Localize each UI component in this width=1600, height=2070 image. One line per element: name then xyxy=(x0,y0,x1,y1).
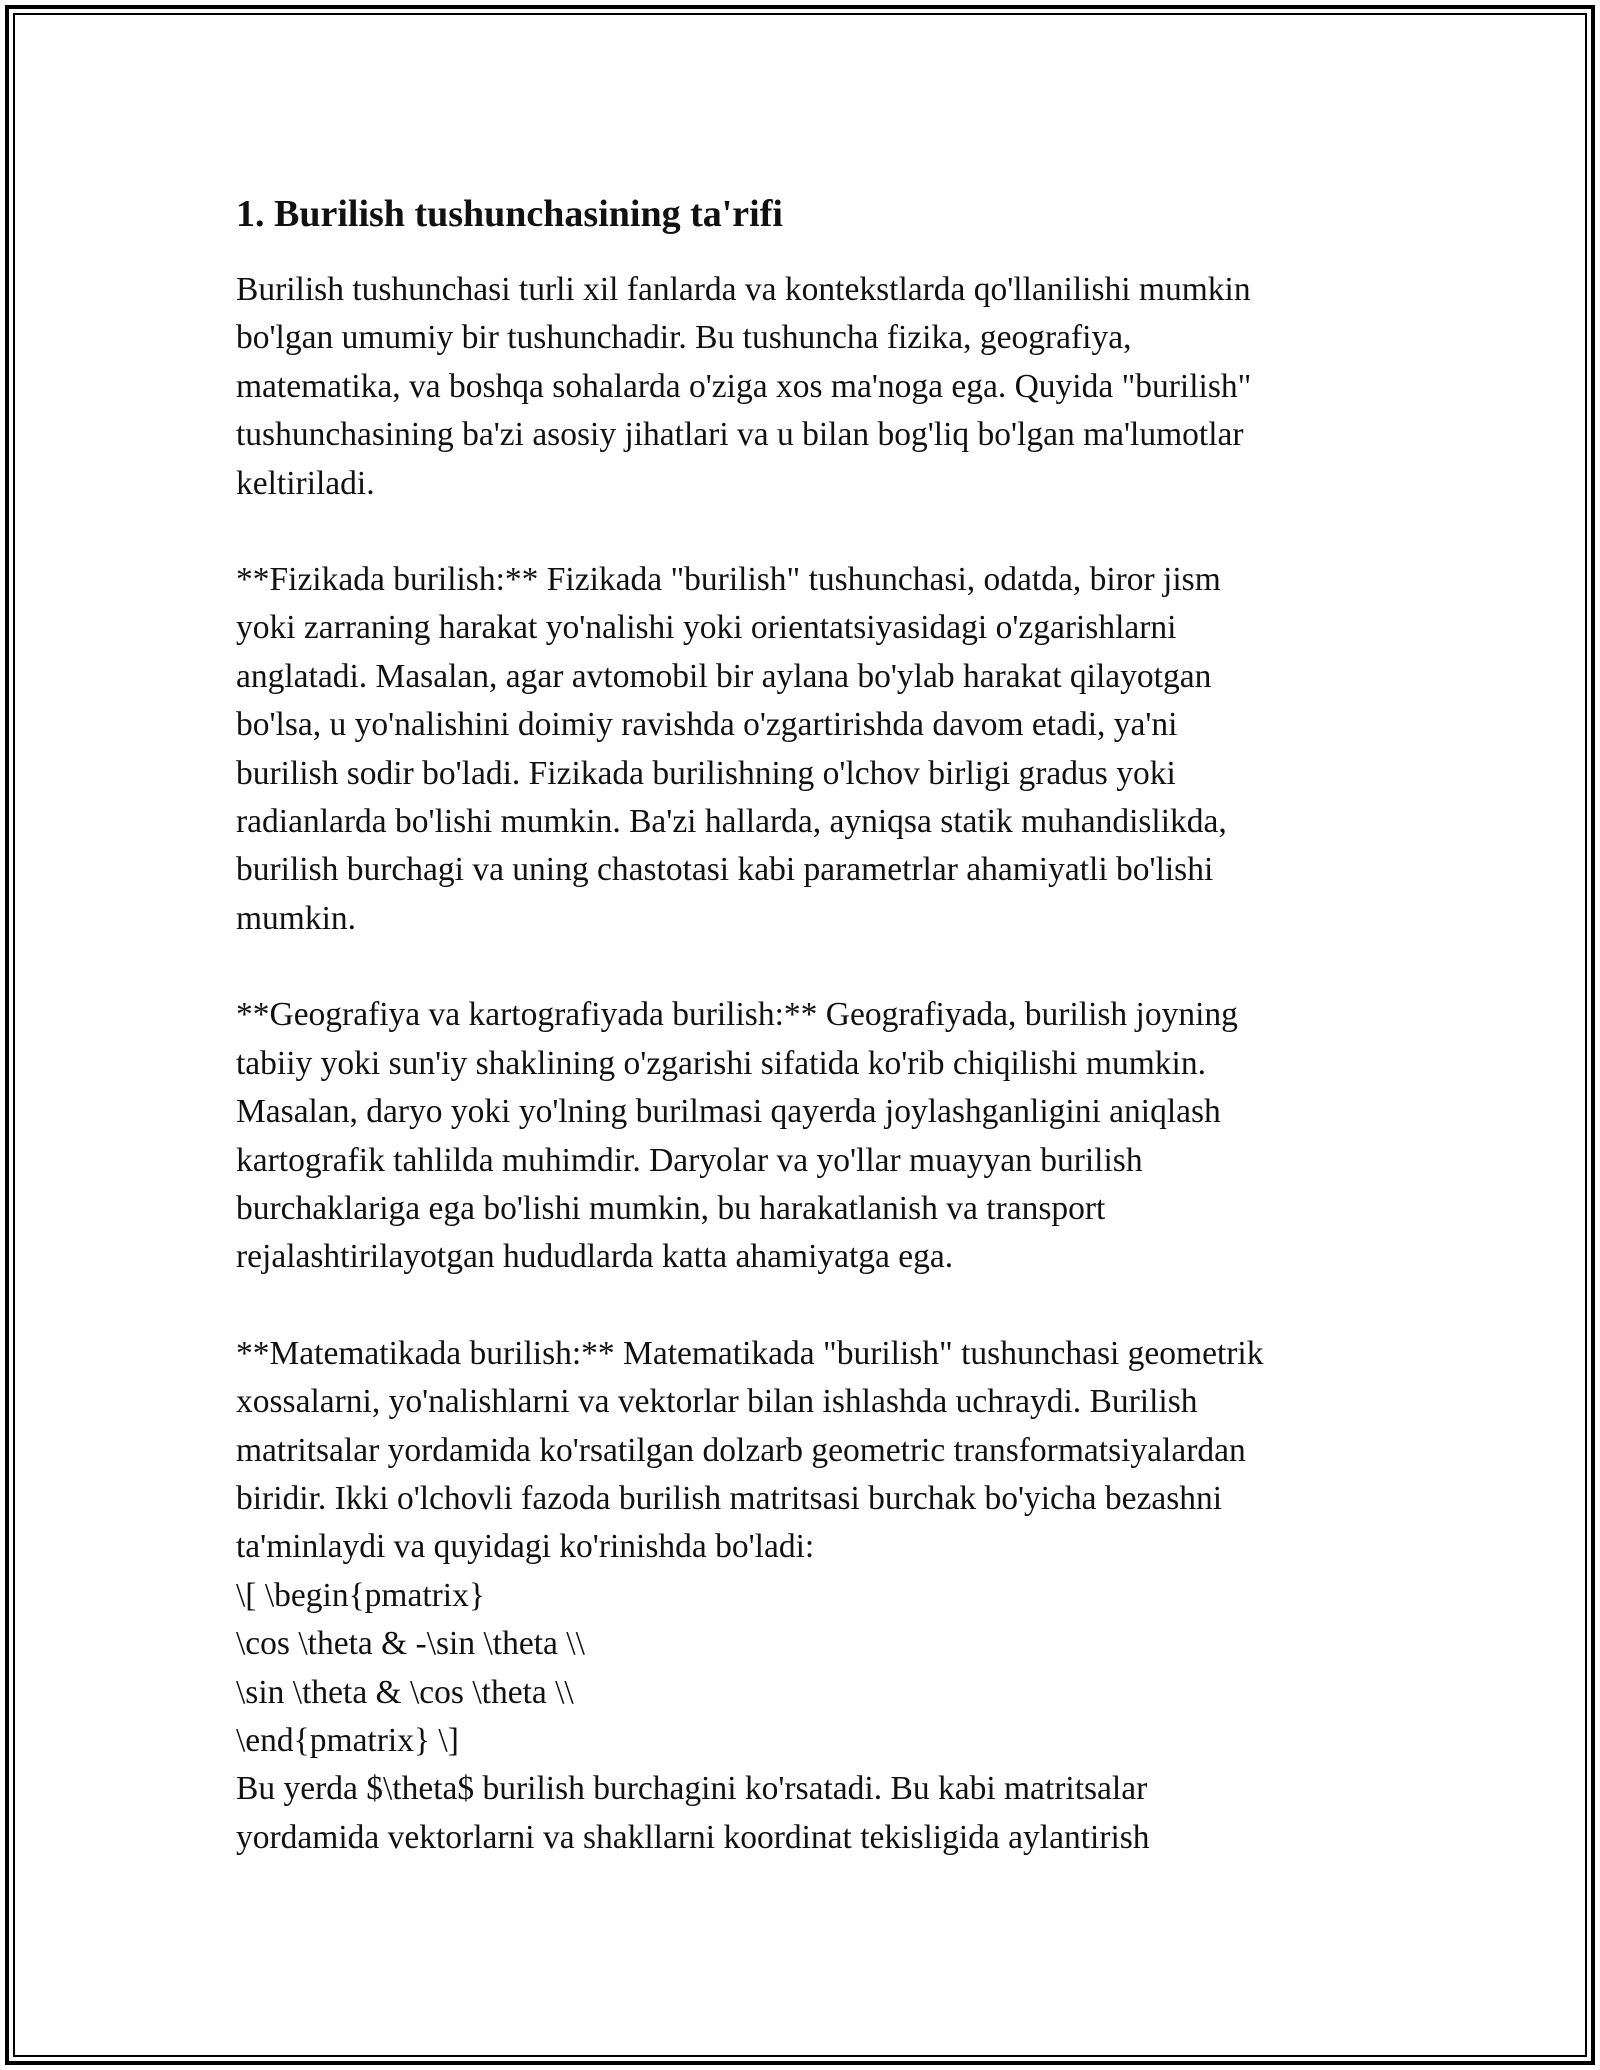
text-line: **Geografiya va kartografiyada burilish:** Geografiyada, burilish joyning xyxy=(236,996,1238,1034)
text-line: burchaklariga ega bo'lishi mumkin, bu harakatlanish va transport xyxy=(236,1189,1106,1227)
document-body xyxy=(236,182,1396,1862)
text-line: burilish sodir bo'ladi. Fizikada burilishning o'lchov birligi gradus yoki xyxy=(236,754,1176,792)
paragraph-physics xyxy=(236,556,1396,943)
text-line: **Matematikada burilish:** Matematikada "burilish" tushunchasi geometrik xyxy=(236,1334,1264,1372)
text-line: mumkin. xyxy=(236,899,357,937)
text-line: bo'lsa, u yo'nalishini doimiy ravishda o'zgartirishda davom etadi, ya'ni xyxy=(236,706,1178,744)
text-line: burilish burchagi va uning chastotasi kabi parametrlar ahamiyatli bo'lishi xyxy=(236,851,1214,889)
text-line: matematika, va boshqa sohalarda o'ziga xos ma'noga ega. Quyida "burilish" xyxy=(236,367,1252,405)
text-line: Burilish tushunchasi turli xil fanlarda va kontekstlarda qo'llanilishi mumkin xyxy=(236,271,1251,308)
text-line: yoki zarraning harakat yo'nalishi yoki orientatsiyasidagi o'zgarishlarni xyxy=(236,609,1177,647)
paragraph-intro xyxy=(236,266,1396,508)
paragraph-mathematics xyxy=(236,1330,1396,1862)
latex-line: \end{pmatrix} \] xyxy=(236,1721,459,1759)
text-line: yordamida vektorlarni va shakllarni koordinat tekisligida aylantirish xyxy=(236,1818,1150,1856)
latex-line: \sin \theta & \cos \theta \\ xyxy=(236,1673,574,1711)
section-heading: 1. Burilish tushunchasining ta'rifi xyxy=(236,193,783,235)
text-line: matritsalar yordamida ko'rsatilgan dolzarb geometric transformatsiyalardan xyxy=(236,1431,1246,1469)
text-line: rejalashtirilayotgan hududlarda katta ahamiyatga ega. xyxy=(236,1238,954,1276)
text-line: anglatadi. Masalan, agar avtomobil bir aylana bo'ylab harakat qilayotgan xyxy=(236,657,1212,695)
text-line: radianlarda bo'lishi mumkin. Ba'zi hallarda, ayniqsa statik muhandislikda, xyxy=(236,803,1227,841)
text-line: bo'lgan umumiy bir tushunchadir. Bu tushuncha fizika, geografiya, xyxy=(236,319,1132,357)
latex-line: \cos \theta & -\sin \theta \\ xyxy=(236,1625,585,1663)
text-line: kartografik tahlilda muhimdir. Daryolar va yo'llar muayyan burilish xyxy=(236,1141,1143,1179)
text-line: keltiriladi. xyxy=(236,464,375,502)
text-line: tabiiy yoki sun'iy shaklining o'zgarishi sifatida ko'rib chiqilishi mumkin. xyxy=(236,1044,1206,1082)
text-line: Masalan, daryo yoki yo'lning burilmasi qayerda joylashganligini aniqlash xyxy=(236,1093,1221,1131)
latex-line: \[ \begin{pmatrix} xyxy=(236,1576,485,1614)
text-line: Bu yerda $\theta$ burilish burchagini ko'rsatadi. Bu kabi matritsalar xyxy=(236,1770,1148,1808)
paragraph-geography xyxy=(236,991,1396,1281)
text-line: **Fizikada burilish:** Fizikada "burilish" tushunchasi, odatda, biror jism xyxy=(236,561,1221,599)
text-line: ta'minlaydi va quyidagi ko'rinishda bo'ladi: xyxy=(236,1528,815,1566)
text-line: biridir. Ikki o'lchovli fazoda burilish matritsasi burchak bo'yicha bezashni xyxy=(236,1479,1223,1517)
text-line: xossalarni, yo'nalishlarni va vektorlar bilan ishlashda uchraydi. Burilish xyxy=(236,1383,1198,1421)
text-line: tushunchasining ba'zi asosiy jihatlari va u bilan bog'liq bo'lgan ma'lumotlar xyxy=(236,416,1244,454)
